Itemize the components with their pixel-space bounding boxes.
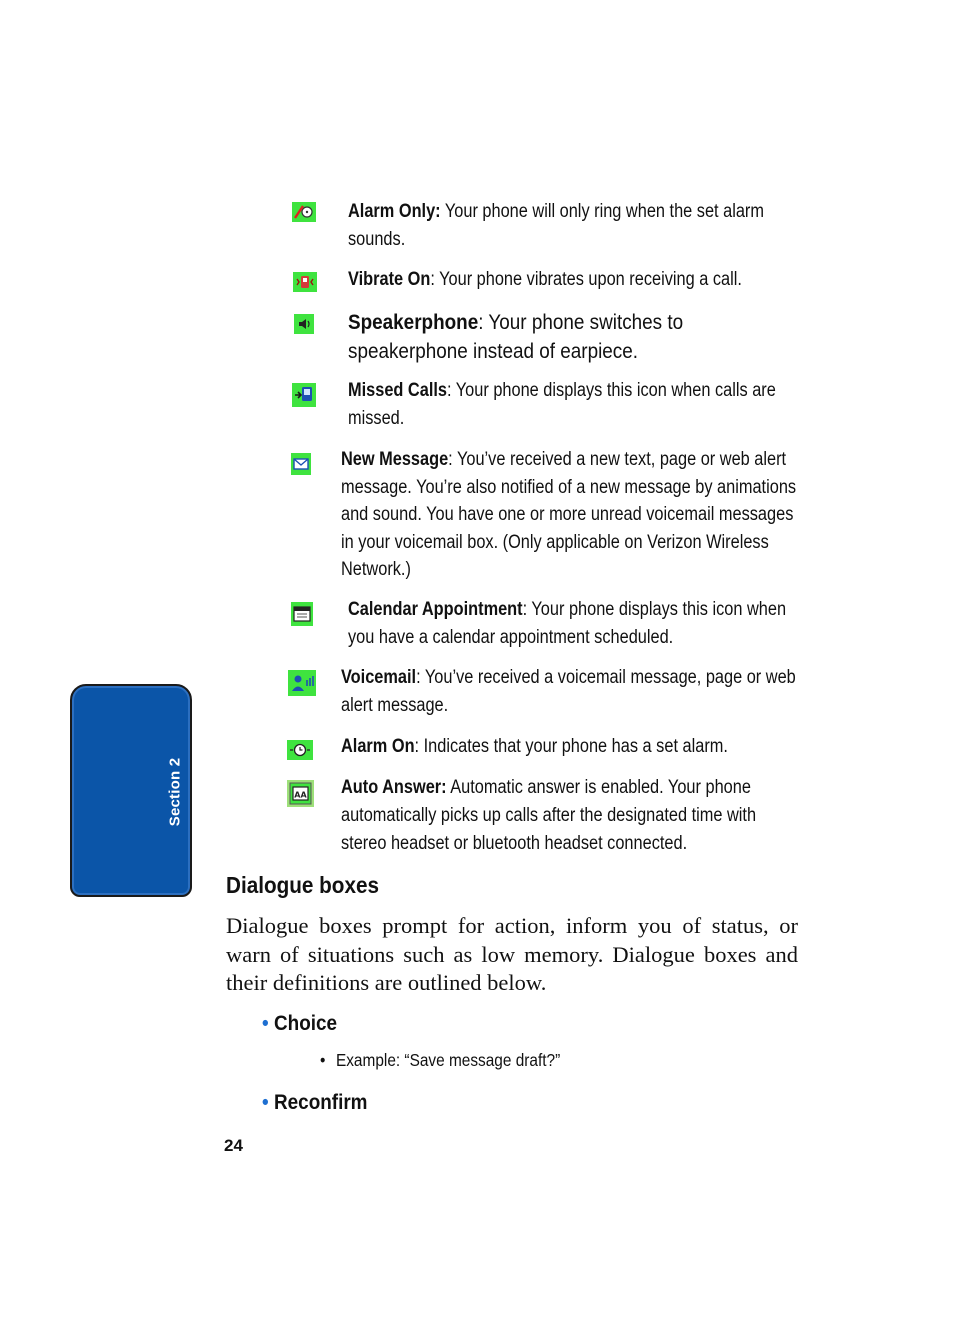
entry-desc: : Your phone displays this icon when you have a calendar appointment scheduled. (348, 599, 787, 648)
entry-desc: : You’ve received a voicemail message, page or web alert message. (341, 667, 796, 716)
section-tab-label: Section 2 (166, 757, 184, 827)
entry-desc: Your phone will only ring when the set alarm sounds. (348, 201, 764, 250)
entry-desc: : Your phone switches to speakerphone instead of earpiece. (348, 311, 684, 363)
svg-text:AA: AA (294, 790, 307, 800)
missed-calls-icon (292, 383, 316, 407)
calendar-appointment-icon (291, 602, 313, 626)
bullet-choice-example (320, 1050, 560, 1071)
entry-term: Calendar Appointment (348, 599, 523, 620)
entry-desc: : You’ve received a new text, page or web alert message. You’re also notified of a new message by animations and sound. You have one or more unread voicemail messages in your voicemail box. (Only applicable on Verizon Wireless Network.) (341, 449, 797, 580)
entry-desc: : Your phone vibrates upon receiving a call. (430, 269, 742, 290)
entry-term: New Message (341, 449, 449, 470)
auto-answer-icon (287, 780, 314, 807)
entry-desc: Automatic answer is enabled. Your phone automatically picks up calls after the designated time with stereo headset or bluetooth headset connected. (341, 777, 757, 854)
bullet-reconfirm (262, 1091, 367, 1115)
entry-desc: : Indicates that your phone has a set alarm. (414, 736, 728, 757)
bullet-marker: • (262, 1012, 269, 1035)
section-paragraph: Dialogue boxes prompt for action, inform you of status, or warn of situations such as low memory. Dialogue boxes and their definitions are outlined below. (226, 913, 798, 995)
bullet-choice-label: Choice (274, 1012, 338, 1035)
vibrate-on-icon (293, 272, 317, 292)
bullet-choice-example-text: Example: “Save message draft?” (335, 1050, 561, 1070)
entry-term: Vibrate On (348, 269, 431, 290)
section-heading: Dialogue boxes (226, 872, 379, 898)
voicemail-icon (288, 670, 316, 696)
entry-auto-answer (341, 774, 801, 858)
entry-new-message (341, 446, 797, 584)
alarm-only-icon (292, 202, 316, 222)
page-number: 24 (224, 1136, 243, 1155)
bullet-marker: • (262, 1091, 269, 1114)
alarm-on-icon (287, 740, 313, 760)
entry-term: Alarm Only: (348, 201, 441, 222)
entry-term: Auto Answer: (341, 777, 447, 798)
entry-term: Alarm On (341, 736, 415, 757)
entry-desc: : Your phone displays this icon when calls are missed. (348, 380, 776, 429)
entry-calendar-appointment (348, 596, 800, 652)
entry-alarm-on (341, 733, 801, 761)
speakerphone-icon (294, 314, 314, 334)
entry-alarm-only (348, 198, 795, 254)
entry-term: Missed Calls (348, 380, 447, 401)
bullet-choice (262, 1012, 337, 1036)
new-message-icon (291, 453, 311, 475)
bullet-marker: • (320, 1050, 326, 1070)
bullet-reconfirm-label: Reconfirm (274, 1091, 368, 1114)
entry-term: Speakerphone (348, 311, 479, 334)
entry-missed-calls (348, 377, 800, 433)
entry-speakerphone (348, 308, 762, 366)
entry-voicemail (341, 664, 801, 720)
entry-vibrate-on (348, 266, 812, 294)
entry-term: Voicemail (341, 667, 417, 688)
